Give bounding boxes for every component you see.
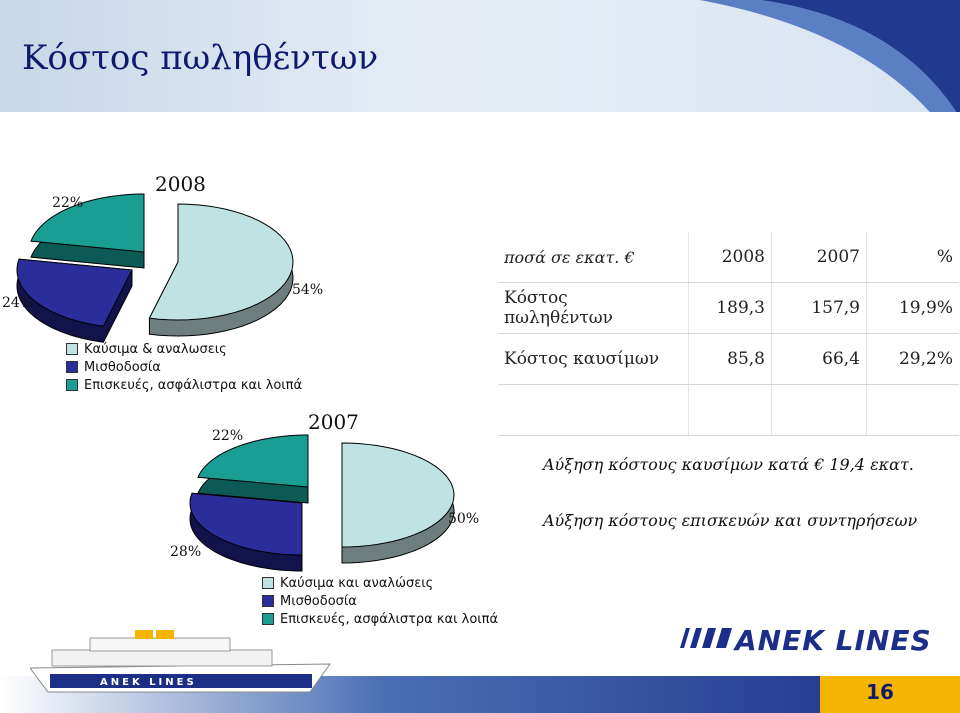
pie-2007-label-fuel: 50% [448, 511, 480, 527]
legend-swatch [66, 379, 78, 391]
table-cell: 157,9 [772, 283, 867, 334]
pie-2008-slice-2 [31, 194, 144, 268]
legend-label: Επισκευές, ασφάλιστρα και λοιπά [280, 611, 499, 627]
table-cell-empty [689, 385, 772, 436]
ferry-ship-icon [30, 630, 350, 700]
note-fuel-increase: Αύξηση κόστους καυσίμων κατά € 19,4 εκατ. [543, 455, 914, 474]
table-cell-empty [867, 385, 960, 436]
pie-2007-slice-0 [342, 443, 454, 563]
legend-label: Μισθοδοσία [84, 359, 161, 375]
legend-label: Καύσιμα και αναλώσεις [280, 575, 434, 591]
page-title: Κόστος πωληθέντων [22, 38, 379, 78]
table-header-cell: 2008 [689, 232, 772, 283]
table-row [498, 385, 959, 436]
cost-table [498, 232, 959, 436]
table-cell: Κόστος πωληθέντων [498, 283, 689, 334]
note-repairs-increase: Αύξηση κόστους επισκευών και συντηρήσεων [543, 511, 918, 530]
legend-item [262, 574, 498, 592]
pie-2008-label-fuel: 54% [292, 282, 324, 298]
page-number: 16 [866, 680, 894, 704]
legend-item [66, 376, 302, 394]
table-cell-empty [498, 385, 689, 436]
legend-item [66, 340, 302, 358]
logo-text: ANEK LINES [735, 624, 932, 657]
pie-2007-title: 2007 [308, 410, 359, 434]
table-cell-empty [772, 385, 867, 436]
legend-swatch [66, 343, 78, 355]
legend-swatch [66, 361, 78, 373]
logo-stripes-icon [680, 626, 736, 650]
pie-2008-legend [66, 340, 302, 394]
legend-item [262, 610, 498, 628]
table-cell: Κόστος καυσίμων [498, 334, 689, 385]
table-row [498, 283, 959, 334]
table-header-row [498, 232, 959, 283]
table-cell: 19,9% [867, 283, 960, 334]
ship-hull-text: ANEK LINES [100, 677, 197, 688]
table-header-cell: 2007 [772, 232, 867, 283]
legend-label: Μισθοδοσία [280, 593, 357, 609]
table-header-cell: % [867, 232, 960, 283]
table-cell: 66,4 [772, 334, 867, 385]
pie-2007-label-payroll: 28% [170, 544, 202, 560]
table-cell: 189,3 [689, 283, 772, 334]
legend-label: Επισκευές, ασφάλιστρα και λοιπά [84, 377, 303, 393]
table-header-cell: ποσά σε εκατ. € [498, 232, 689, 283]
pie-2008-slice-1 [17, 259, 132, 342]
table-row [498, 334, 959, 385]
pie-2008-title: 2008 [155, 172, 206, 196]
pie-2008-label-payroll: 24% [2, 295, 34, 311]
legend-item [262, 592, 498, 610]
legend-label: Καύσιμα & αναλωσεις [84, 341, 227, 357]
pie-2007-legend [262, 574, 498, 628]
pie-2008-slice-0 [149, 204, 293, 336]
legend-swatch [262, 595, 274, 607]
pie-2007-slice-1 [190, 493, 302, 571]
legend-swatch [262, 613, 274, 625]
pie-2007-slice-2 [198, 435, 308, 503]
table-cell: 29,2% [867, 334, 960, 385]
pie-2007-label-repairs: 22% [212, 428, 244, 444]
pie-2008-label-repairs: 22% [52, 195, 84, 211]
legend-item [66, 358, 302, 376]
table-cell: 85,8 [689, 334, 772, 385]
legend-swatch [262, 577, 274, 589]
